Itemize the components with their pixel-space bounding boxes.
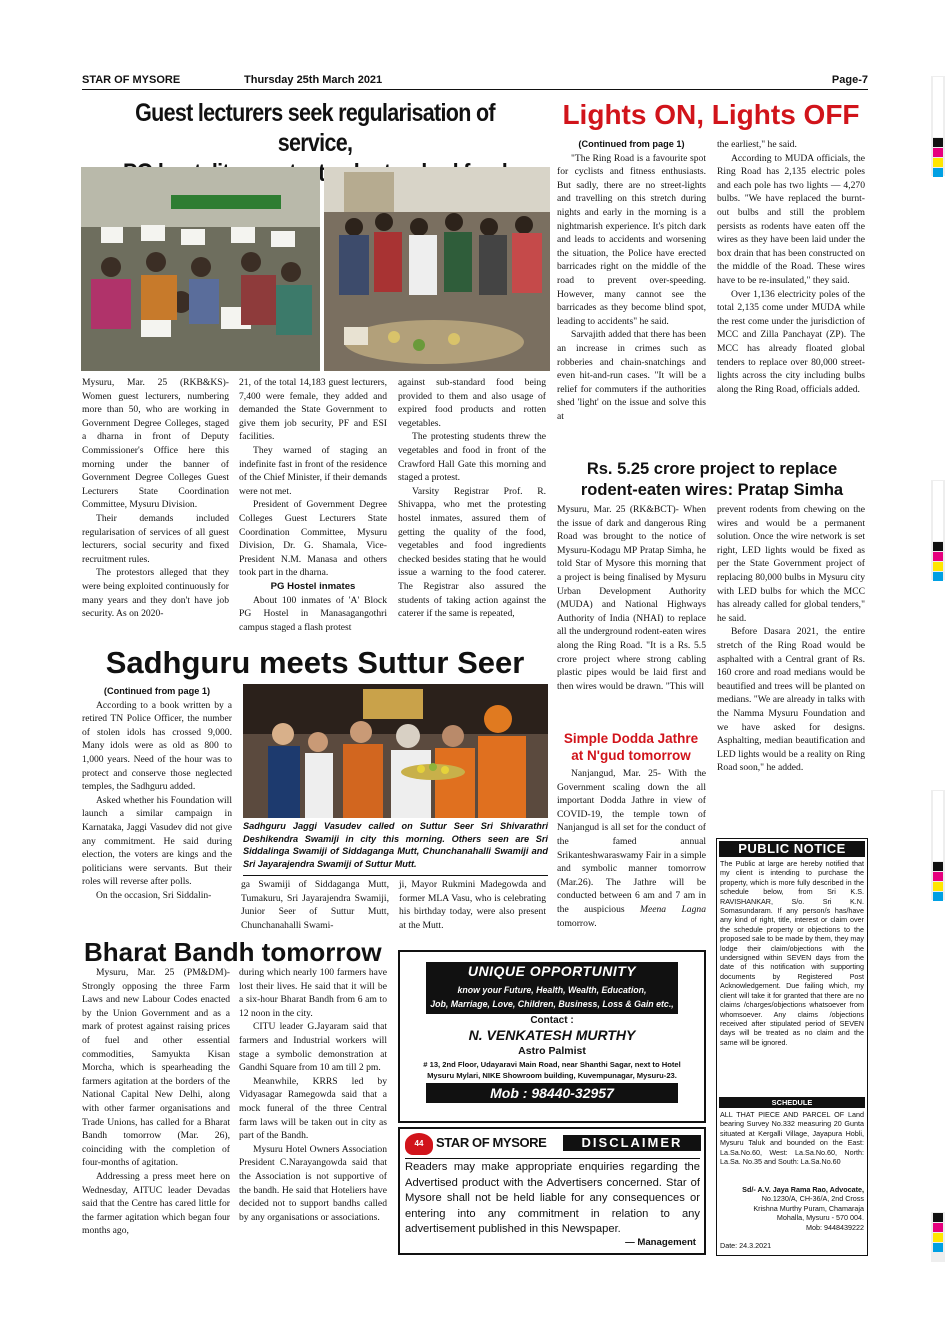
story5-column-2 [241,878,389,932]
photo-lecturers-dharna [81,167,320,371]
story2-para-4: According to MUDA officials, the Ring Road has 2,135 electric poles and each pole has two lights — 4,270 bulbs. "We have replaced the burnt-out bulbs and still the problem persists as rodents have eaten off the wires as they have been laid under the box drain that has been constructed on the middle of the Road. These wires have to be re-insulated," they said. [717,152,865,286]
story1-para-5: They warned of staging an indefinite fast in front of the residence of the Chief Minister, if their demands were not met. [239,444,387,497]
story5-para-1: According to a book written by a retired TN Police Officer, the number of stolen idols has crossed 9,000. Many idols were as old as 800 to 1,000 years. Need of the hour was to protect and conserve those neglected temples, the Sadhguru added. [82,699,232,793]
issue-date: Thursday 25th March 2021 [244,74,383,86]
story3-para-1: Mysuru, Mar. 25 (RK&BCT)- When the issue of dark and dangerous Ring Road was brought to the notice of Mysuru-Kodagu MP Pratap Simha, he told Star of Mysore this morning that a project is being finalised by Mysuru Urban Development Authority (MUDA) and National Highways Authority of India (NHAI) to replace all the underground rodent-eaten wires along the Ring Road. "It is a Rs. 5.5 crore project where strong cabling plastic pipes would be laid first and then wires would be drawn. "This will [557,504,706,692]
story6-column-1 [82,966,230,1238]
disclaimer-title: DISCLAIMER [563,1135,701,1151]
ad-address [400,1060,704,1081]
story2-continued: (Continued from page 1) [578,139,685,149]
story4-headline-line2: at N'gud tomorrow [571,748,691,763]
story2-column-2 [717,138,865,396]
story4-lagna: Meena Lagna [639,903,706,915]
story6-column-2 [239,966,387,1224]
story3-headline-line2: rodent-eaten wires: Pratap Simha [580,481,844,499]
story1-para-10: Varsity Registrar Prof. R. Shivappa, who met the protesting hostel inmates, assured them of getting the quality of the food, vegetables and food ingredients checked besides stating that he would issue a warning to the food caterer. The Registrar also assured the students of taking action against the caterer if the same is repeated, [398,485,546,620]
story3-column-1 [557,503,706,693]
story5-para-5: ji, Mayor Rukmini Madegowda and former MLA Vasu, who is celebrating his birthday today, were also present at the Mutt. [399,879,546,931]
logo-badge: 44 [405,1133,433,1155]
story1-column-2 [239,376,387,634]
story1-column-1 [82,376,229,621]
astro-advert [398,950,706,1123]
notice-signature-line5: Mob: 9448439222 [806,1222,864,1232]
story1-para-7: About 100 inmates of 'A' Block PG Hostel in Manasagangothri campus staged a flash protest [239,594,387,633]
story5-para-4: ga Swamiji of Siddaganga Mutt, Tumakuru, Sri Jayarajendra Swamiji, Junior Seer of Suttur Mutt, Chunchanahalli Swami- [241,879,389,931]
story1-column-3 [398,376,546,621]
story6-headline: Bharat Bandh tomorrow [84,937,382,967]
story2-headline: Lights ON, Lights OFF [562,99,860,130]
story1-para-4: 21, of the total 14,183 guest lecturers, 7,400 were female, they added and demanded the State Government to give them job security, PF and ESI facilities. [239,377,387,443]
story6-para-2: Addressing a press meet here on Wednesday, AITUC leader Devadas said that the Centre has cared little for the farmer agitation which began four months ago, [82,1170,230,1237]
story1-para-9: The protesting students threw the vegetables and food in front of the Crawford Hall Gate this morning and staged a protest. [398,431,546,484]
paper-name: STAR OF MYSORE [82,74,181,86]
photo-hostel-protest [324,167,550,371]
story3-column-2 [717,503,865,775]
story1-para-6: President of Government Degree Colleges Guest Lecturers State Coordination Committee, Mysuru Division, Dr. G. Shamala, Vice-President N.M. Manasa and others took part in the dharna. [239,499,387,579]
ad-subtitle-line1: know your Future, Health, Wealth, Education, [457,985,647,995]
notice-signature [720,1185,864,1232]
story1-subhead: PG Hostel inmates [270,580,356,592]
story4-column [557,767,706,930]
story1-para-3: The protestors alleged that they were being exploited continuously for many years and they don't have job security. As on 2020- [82,567,229,620]
disclaimer-body: Readers may make appropriate enquiries regarding the Advertised product with the Advertisers concerned. Star of Mysore shall not be held liable for any consequences or entering into any commitment in relation to any advertisement published in this Newspaper. [405,1161,700,1236]
photo-sadhguru-suttur-image [243,684,548,818]
story3-para-3: Before Dasara 2021, the entire stretch of the Ring Road would be asphalted with a Central grant of Rs. 160 crore and road medians would be beautified and trees will be planted on medians. "We are already in talks with the Namma Mysuru Foundation and we have asked for designs. Asphalting, median beautification and LED lights would be a reality on Ring Road soon," he added. [717,626,865,774]
story4-body-end: tomorrow. [557,917,597,929]
page-header [82,74,868,90]
disclaimer-signature: — Management [625,1237,696,1248]
story3-headline [556,459,868,501]
story2-para-1: "The Ring Road is a favourite spot for cyclists and fitness enthusiasts. But sadly, there are no street-lights and travelling on this stretch during nights and early in the morning is a nightmarish experience. It's pitch dark and leads to accidents and worsening the situation, the Police have erected barricades right on the middle of the road to prevent over-speeding. However, many cannot see the barricades as they become blind spot, leading to accidents" he said. [557,152,706,327]
story4-headline [556,730,706,764]
notice-schedule-title: SCHEDULE [719,1097,865,1108]
ad-subtitle [426,980,678,1014]
story5-column-3 [399,878,546,932]
ad-title: UNIQUE OPPORTUNITY [426,962,678,980]
notice-date: Date: 24.3.2021 [720,1241,772,1250]
ad-name: N. VENKATESH MURTHY [468,1027,636,1043]
story2-para-2: Sarvajith added that there has been an increase in crimes such as robberies and chain-snatchings and even hit-and-run cases. "It will be a relief for commuters if the authorities shed 'light' on the issue and solve this at [557,329,706,422]
story6-para-6: Mysuru Hotel Owners Association President C.Narayangowda said that the Association is not supportive of the bandh. He said that Hoteliers have decided not to support bandhs called by any organisations or associations. [239,1143,387,1223]
ad-mobile: Mob : 98440-32957 [426,1083,678,1103]
ad-address-line2: Mysuru Mylari, NIKE Showroom building, Kuvempunagar, Mysuru-23. [427,1070,677,1080]
story5-para-2: Asked whether his Foundation will launch a similar campaign in Karnataka, Jaggi Vasudev did not give any commitment. He said during election, the voters are kings and the politicians were servants. But their roles will reverse after polls. [82,794,232,888]
disclaimer-logo: STAR OF MYSORE [436,1135,547,1150]
ad-subtitle-line2: Job, Marriage, Love, Children, Business, Loss & Gain etc., [430,999,674,1009]
color-registration-strip [931,76,945,176]
notice-body: The Public at large are hereby notified that my client is intending to purchase the property, which is more fully described in the schedule below, from Sri K.S. RAVISHANKAR, S/o. Sri K.N. Somasundaram. If any person/s has/have any kind of right, title, interest or claim over the schedule property or objections to the proposed sale to be made by them, they may lodge their claim/objections with the undersigned within SEVEN days from the date of this notification with supporting documents by Registered Post Acknowledgement. Due failing which, my client will take it for granted that there are no claims /charges/objections whatsoever from whomsoever. Any claims /objections received after stipulated period of SEVEN days will be treated as no claim and the same will be ignored. [720,859,864,1047]
story5-column-1 [82,685,232,903]
notice-signature-line1: Sd/- A.V. Jaya Rama Rao, Advocate, [742,1185,864,1194]
story5-headline: Sadhguru meets Suttur Seer [105,645,525,680]
story2-column-1 [557,138,706,423]
story5-continued: (Continued from page 1) [103,686,211,696]
story6-para-3: during which nearly 100 farmers have lost their lives. He said that it will be a six-hour Bharat Bandh from 6 am to 12 noon in the city. [239,967,387,1019]
ad-address-line1: # 13, 2nd Floor, Udayaravi Main Road, near Shanthi Sagar, next to Hotel [423,1060,681,1069]
color-registration-strip [931,1212,945,1262]
story2-para-3: the earliest," he said. [717,139,797,150]
notice-signature-line2: No.1230/A, CH-36/A, 2nd Cross [761,1194,864,1204]
ad-contact: Contact : [530,1015,574,1026]
color-registration-strip [931,480,945,580]
notice-title: PUBLIC NOTICE [719,841,865,857]
story3-para-2: prevent rodents from chewing on the wires and would be a permanent solution. Once the wire network is set right, LED lights would be fixed as per the State Government project of replacing 80,000 bulbs in Mysuru city with LED bulbs for which the MCC has already called for global tenders," he said. [717,504,865,624]
story1-headline-line1: Guest lecturers seek regularisation of service, [135,99,495,157]
notice-schedule-body: ALL THAT PIECE AND PARCEL OF Land bearing Survey No.332 measuring 20 Gunta situated at Kergalli Village, Jayapura Hobli, Mysuru Taluk and bounded on the East: La.Sa.No.60, West: La.Sa.No.60, North: La.Sa. No.35 and South: La.Sa.No.60 [720,1110,864,1167]
story6-para-5: Meanwhile, KRRS led by Vidyasagar Ramegowda said that a mock funeral of the three Central farm laws will be taken out in city as part of the Bandh. [239,1075,387,1142]
photo-lecturers-dharna-image [81,167,320,371]
story1-para-2: Their demands included regularisation of services of all guest lecturers, social security and fixed recruitment rules. [82,512,229,565]
color-registration-strip [931,790,945,900]
story6-para-1: Mysuru, Mar. 25 (PM&DM)- Strongly opposing the three Farm Laws and new Labour Codes enacted by the Union Government and as a mark of protest against raising prices of fuel and other essential commodities, Samyukta Kisan Morcha, which is spearheading the farmers agitation at the borders of the National Capital New Delhi, along with other farmer organisations and Trade Unions, has called for a Bharat Bandh tomorrow (Mar. 26), coinciding with the completion of four-months of agitation. [82,967,230,1169]
caption-divider [243,875,548,876]
public-notice [716,838,868,1256]
story2-para-5: Over 1,136 electricity poles of the total 2,135 come under MUDA while the rest come under the jurisdiction of MCC and Zilla Panchayat (ZP). The MCC has already floated global tenders to replace over 80,000 street-lights across the city including bulbs along the Ring Road, officials added. [717,288,865,395]
notice-signature-line4: Mohalla, Mysuru - 570 004. [776,1213,864,1223]
story5-para-3: On the occasion, Sri Siddalin- [96,889,212,901]
photo-hostel-protest-image [324,167,550,371]
story1-para-8: against sub-standard food being provided to them and also usage of expired food products and rotten vegetables. [398,377,546,429]
story5-caption: Sadhguru Jaggi Vasudev called on Suttur Seer Sri Shivarathri Deshikendra Swamiji in city this morning. Others seen are Sri Siddalinga Swamiji of Siddaganga Mutt, Chunchanahalli Swamiji and Sri Jayarajendra Swamiji of Suttur Mutt. [243,821,548,869]
photo-sadhguru-suttur [243,684,548,818]
story3-headline-line1: Rs. 5.25 crore project to replace [586,460,838,478]
disclaimer-box [398,1127,706,1255]
disclaimer-rule [405,1158,700,1159]
story4-body: Nanjangud, Mar. 25- With the Government scaling down the all important Dodda Jathre in view of COVID-19, the temple town of Nanjangud is all set for the conduct of the famed annual Srikanteshwaraswamy Fair in a simple and symbolic manner tomorrow (Mar.26). The Jathre will be conducted between 6 am and 7 am in the auspicious [557,768,706,915]
story1-para-1: Mysuru, Mar. 25 (RKB&KS)- Women guest lecturers, numbering more than 50, who are working in Government Degree Colleges, staged a dharna in front of Deputy Commissioner's Office here this morning under the banner of Government Degree Colleges Guest Lecturers State Coordination Committee, Mysuru Division. [82,377,229,511]
story4-headline-line1: Simple Dodda Jathre [563,731,699,746]
notice-signature-line3: Krishna Murthy Puram, Chamaraja [753,1203,864,1213]
story6-para-4: CITU leader G.Jayaram said that farmers and Industrial workers will stage a symbolic demonstration at Gandhi Square from 10 am till 2 pm. [239,1021,387,1074]
ad-role: Astro Palmist [518,1045,586,1057]
page-number: Page-7 [831,74,868,86]
